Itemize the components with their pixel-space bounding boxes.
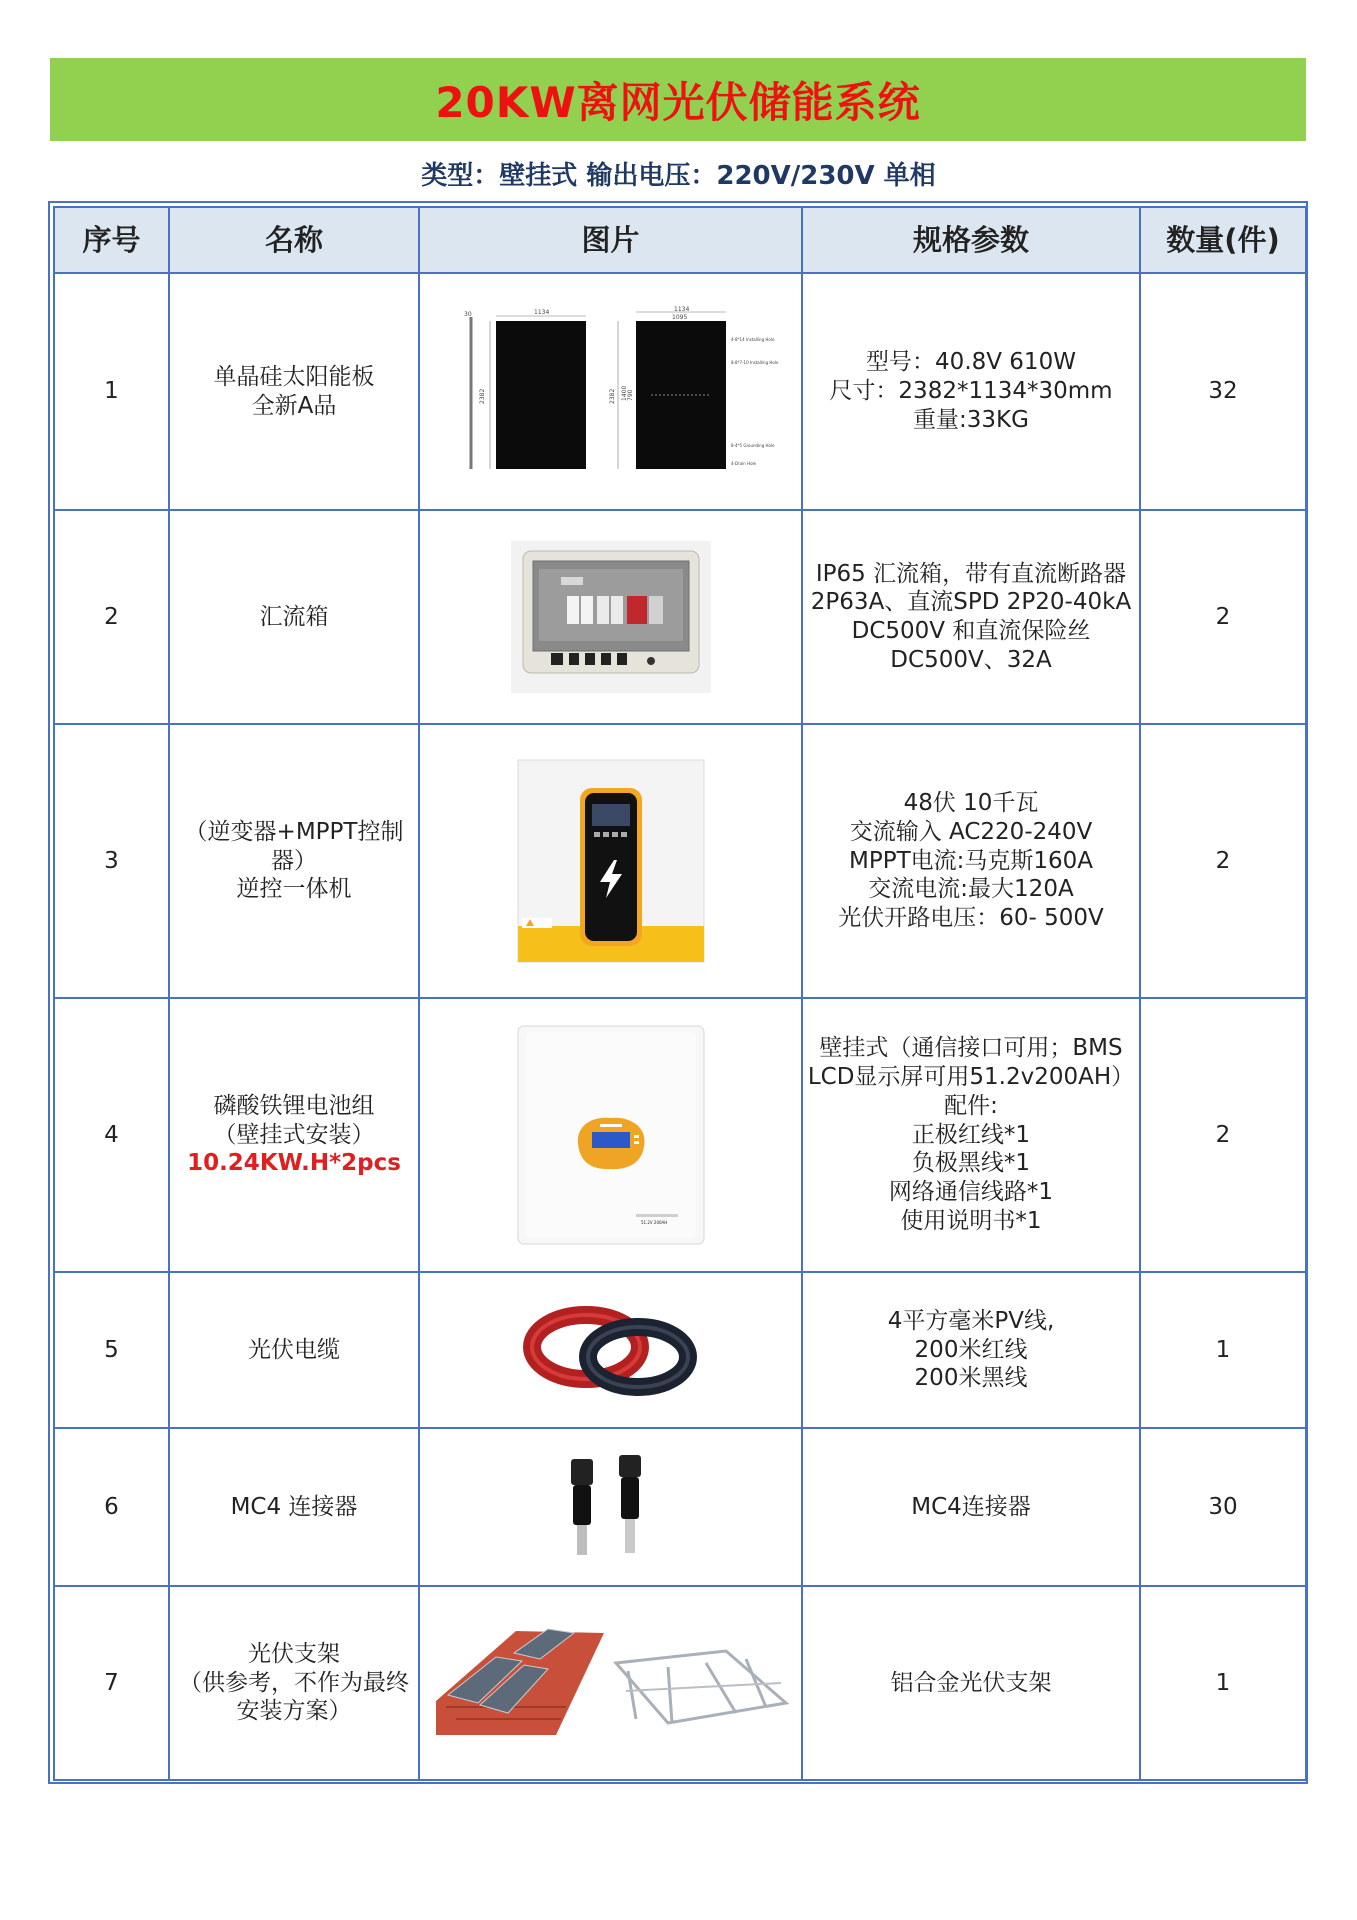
solar-panel-drawing-icon [456, 306, 778, 474]
mounting-bracket-icon [436, 1623, 786, 1743]
row-qty: 2 [1140, 510, 1306, 724]
row-image [419, 510, 802, 724]
row-index: 5 [54, 1272, 169, 1428]
row-spec: IP65 汇流箱，带有直流断路器 2P63A、直流SPD 2P20-40kA DC500V 和直流保险丝 DC500V、32A [802, 510, 1140, 724]
row-name: MC4 连接器 [169, 1428, 419, 1586]
table-row [54, 724, 1306, 998]
note-grounding-hole: 8-4*5 Grounding Hole [730, 443, 775, 448]
row-spec: 4平方毫米PV线, 200米红线 200米黑线 [802, 1272, 1140, 1428]
row-qty: 32 [1140, 273, 1306, 510]
note-installing-hole-2: 8-8*7-10 Installing Hole [730, 360, 778, 365]
row-index: 1 [54, 273, 169, 510]
page-title: 20KW离网光伏储能系统 [435, 77, 921, 127]
row-spec: 型号：40.8V 610W 尺寸：2382*1134*30mm 重量:33KG [802, 273, 1140, 510]
row-name: 汇流箱 [169, 510, 419, 724]
note-drain-hole: 4-Drain Hole [730, 461, 756, 466]
dim-width-2: 1134 [673, 306, 689, 313]
row-index: 2 [54, 510, 169, 724]
row-image [419, 998, 802, 1272]
row-qty: 1 [1140, 1272, 1306, 1428]
header-name: 名称 [169, 207, 419, 273]
row-index: 4 [54, 998, 169, 1272]
dim-mount: 790 [626, 389, 634, 401]
battery-label: 51.2V 200AH [640, 1220, 667, 1225]
dim-height: 2382 [478, 388, 486, 404]
row-image [419, 1586, 802, 1780]
row-qty: 2 [1140, 724, 1306, 998]
row-index: 7 [54, 1586, 169, 1780]
row-spec: MC4连接器 [802, 1428, 1140, 1586]
row-spec: 铝合金光伏支架 [802, 1586, 1140, 1780]
header-qty: 数量(件) [1140, 207, 1306, 273]
table-header-row [54, 207, 1306, 273]
dim-height-2: 2382 [608, 388, 616, 404]
row-index: 3 [54, 724, 169, 998]
row-qty: 1 [1140, 1586, 1306, 1780]
row-name: 单晶硅太阳能板 全新A品 [169, 273, 419, 510]
title-banner [50, 58, 1306, 141]
header-image: 图片 [419, 207, 802, 273]
row-image [419, 724, 802, 998]
combiner-box-icon [511, 541, 711, 693]
row-name: 光伏电缆 [169, 1272, 419, 1428]
table-row [54, 273, 1306, 510]
row-image [419, 273, 802, 510]
table-row [54, 510, 1306, 724]
inverter-icon [518, 760, 704, 962]
dim-thickness: 30 [463, 311, 472, 318]
battery-icon [516, 1024, 706, 1246]
capacity-highlight: 10.24KW.H*2pcs [187, 1150, 401, 1177]
row-qty: 30 [1140, 1428, 1306, 1586]
row-image [419, 1428, 802, 1586]
row-spec: 壁挂式（通信接口可用；BMS LCD显示屏可用51.2v200AH） 配件: 正极红线*1 负极黑线*1 网络通信线路*1 使用说明书*1 [802, 998, 1140, 1272]
row-image [419, 1272, 802, 1428]
cable-icon [526, 1305, 696, 1395]
row-name-text: 磷酸铁锂电池组 （壁挂式安装） [213, 1092, 375, 1148]
dim-mid: 1400 [620, 385, 628, 401]
product-table [53, 206, 1307, 1781]
row-index: 6 [54, 1428, 169, 1586]
row-spec: 48伏 10千瓦 交流输入 AC220-240V MPPT电流:马克斯160A 交流电流:最大120A 光伏开路电压：60- 500V [802, 724, 1140, 998]
header-index: 序号 [54, 207, 169, 273]
table-row [54, 1272, 1306, 1428]
table-row [54, 1586, 1306, 1780]
dim-width: 1134 [533, 309, 549, 316]
product-table-frame [48, 201, 1308, 1784]
row-name [169, 998, 419, 1272]
table-row [54, 1428, 1306, 1586]
row-name: （逆变器+MPPT控制器） 逆控一体机 [169, 724, 419, 998]
dim-inner-width: 1095 [671, 314, 687, 321]
note-installing-hole: 4-8*14 Installing Hole [730, 337, 774, 342]
row-qty: 2 [1140, 998, 1306, 1272]
page-subtitle: 类型：壁挂式 输出电压：220V/230V 单相 [421, 161, 936, 191]
header-spec: 规格参数 [802, 207, 1140, 273]
row-name: 光伏支架 （供参考，不作为最终安装方案） [169, 1586, 419, 1780]
table-row [54, 998, 1306, 1272]
mc4-connector-icon [551, 1453, 671, 1561]
